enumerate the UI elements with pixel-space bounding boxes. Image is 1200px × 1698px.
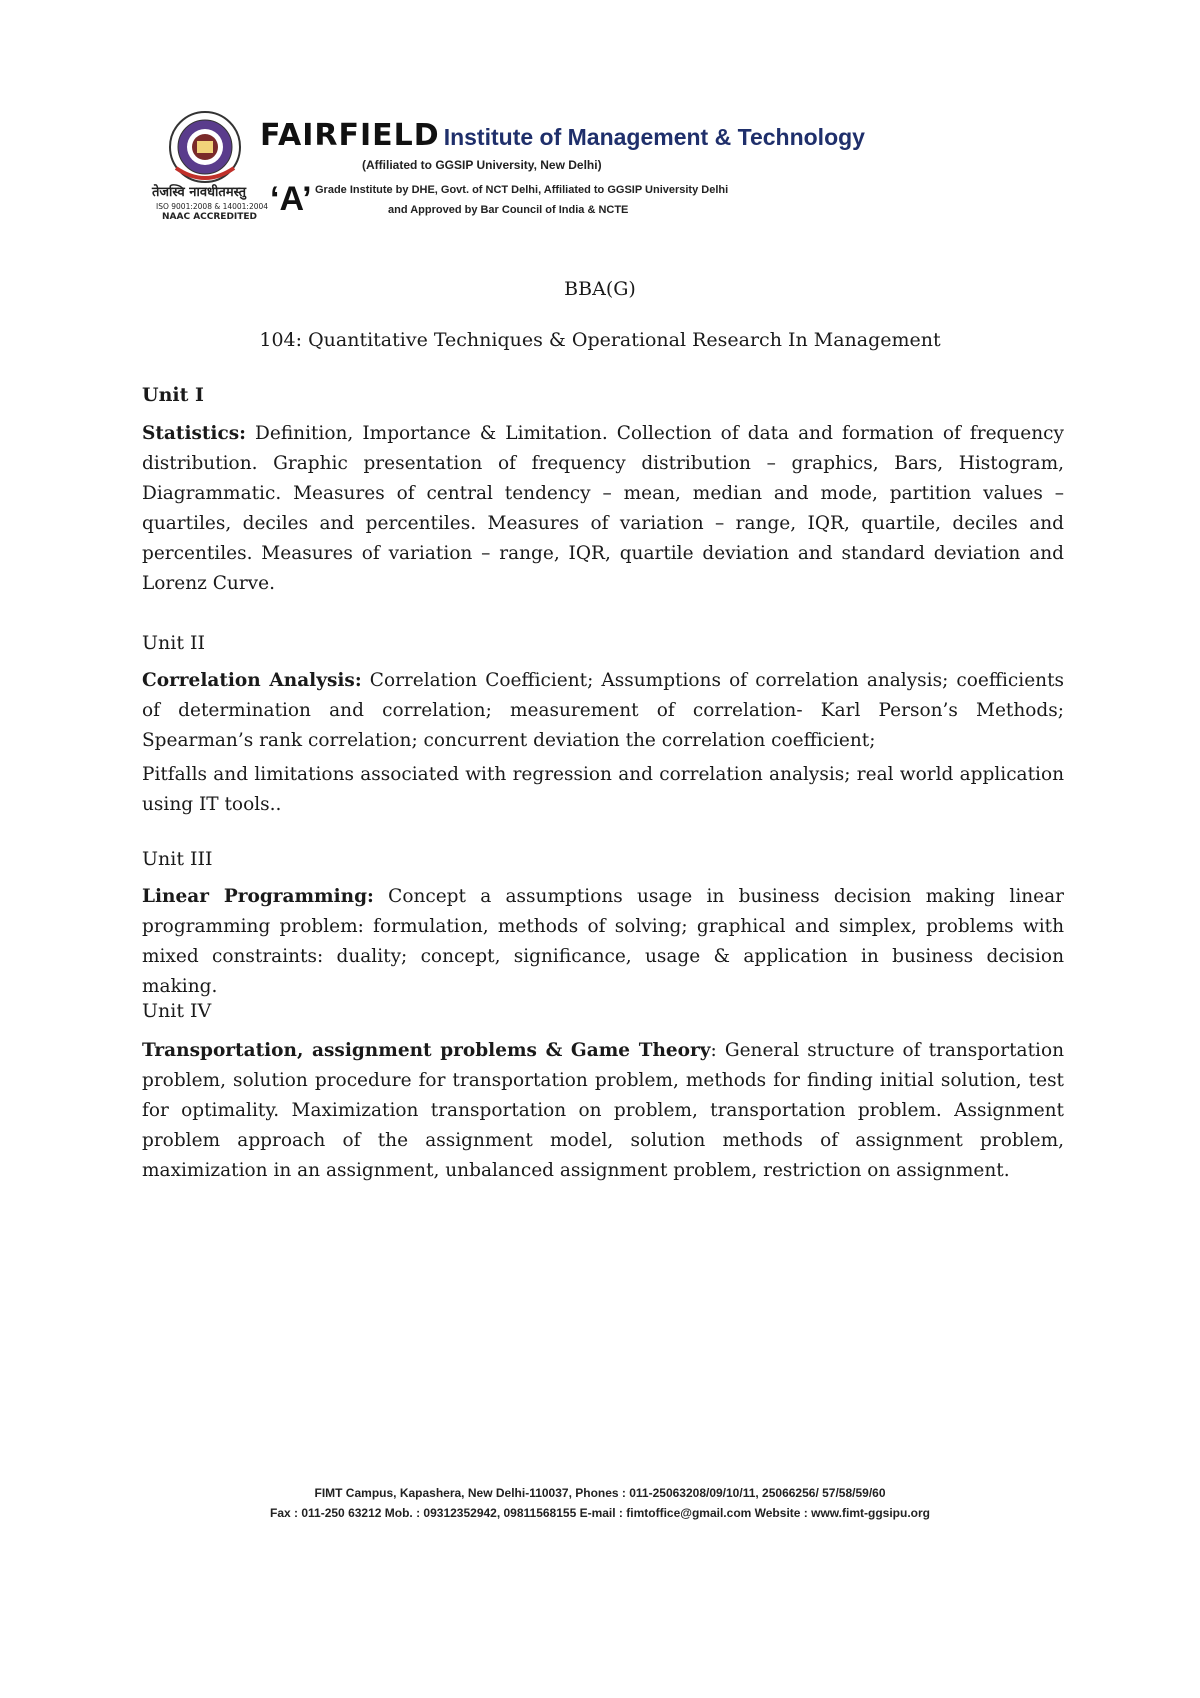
unit-1-body: Definition, Importance & Limitation. Collection of data and formation of frequency distribution. Graphic presentation of frequency distribution – graphics, Bars, Histogram, Diagrammatic. Measures of central tendency – mean, median and mode, partition values – quartiles, deciles and percentiles. Measures of variation – range, IQR, quartile, deciles and percentiles. Measures of variation – range, IQR, quartile deviation and standard deviation and Lorenz Curve. <box>142 423 1064 594</box>
grade-line-2: and Approved by Bar Council of India & NCTE <box>388 204 629 216</box>
unit-3-heading: Unit III <box>142 848 213 870</box>
unit-2-heading: Unit II <box>142 632 206 654</box>
institute-seal-logo <box>168 110 242 184</box>
institute-name <box>260 118 865 153</box>
unit-1-heading: Unit I <box>142 384 204 406</box>
unit-4-body: : General structure of transportation problem, solution procedure for transportation problem, methods for finding initial solution, test for optimality. Maximization transportation on problem, transportation problem. Assignment problem approach of the assignment model, solution methods of assignment problem, maximization in an assignment, unbalanced assignment problem, restriction on assignment. <box>142 1040 1064 1181</box>
unit-1-text <box>142 419 1064 599</box>
seal-naac: NAAC ACCREDITED <box>162 212 258 222</box>
seal-motto: तेजस्वि नावधीतमस्तु <box>152 185 247 200</box>
seal-iso: ISO 9001:2008 & 14001:2004 <box>156 202 269 211</box>
brand-subtitle: Institute of Management & Technology <box>443 124 865 150</box>
unit-3-text <box>142 882 1064 1002</box>
unit-3-body: Concept a assumptions usage in business decision making linear programming problem: formulation, methods of solving; graphical and simplex, problems with mixed constraints: duality; concept, significance, usage & application in business decision making. <box>142 886 1064 997</box>
letterhead <box>150 100 865 225</box>
course-code: BBA(G) <box>564 278 636 300</box>
unit-4-text <box>142 1036 1064 1186</box>
unit-4-topic: Transportation, assignment problems & Game Theory <box>142 1040 711 1061</box>
unit-2-text <box>142 666 1064 756</box>
footer-contacts: Fax : 011-250 63212 Mob. : 09312352942, 09811568155 E-mail : fimtoffice@gmail.com Website : www.fimt-ggsipu.org <box>270 1506 930 1520</box>
unit-2-topic: Correlation Analysis: <box>142 670 362 691</box>
grade-line-1: Grade Institute by DHE, Govt. of NCT Delhi, Affiliated to GGSIP University Delhi <box>315 184 729 196</box>
footer-address: FIMT Campus, Kapashera, New Delhi-110037, Phones : 011-25063208/09/10/11, 25066256/ 57/58/59/60 <box>314 1486 886 1500</box>
grade-mark: ‘A’ <box>270 180 312 218</box>
course-title: 104: Quantitative Techniques & Operational Research In Management <box>259 329 941 351</box>
brand-name: FAIRFIELD <box>260 118 440 153</box>
affiliation: (Affiliated to GGSIP University, New Delhi) <box>362 158 602 172</box>
unit-4-heading: Unit IV <box>142 1000 212 1022</box>
unit-2-text-2: Pitfalls and limitations associated with regression and correlation analysis; real world application using IT tools.. <box>142 764 1064 815</box>
unit-2-body: Correlation Coefficient; Assumptions of correlation analysis; coefficients of determination and correlation; measurement of correlation- Karl Person’s Methods; Spearman’s rank correlation; concurrent deviation the correlation coefficient; <box>142 670 1065 751</box>
unit-3-topic: Linear Programming: <box>142 886 374 907</box>
unit-1-topic: Statistics: <box>142 423 246 444</box>
